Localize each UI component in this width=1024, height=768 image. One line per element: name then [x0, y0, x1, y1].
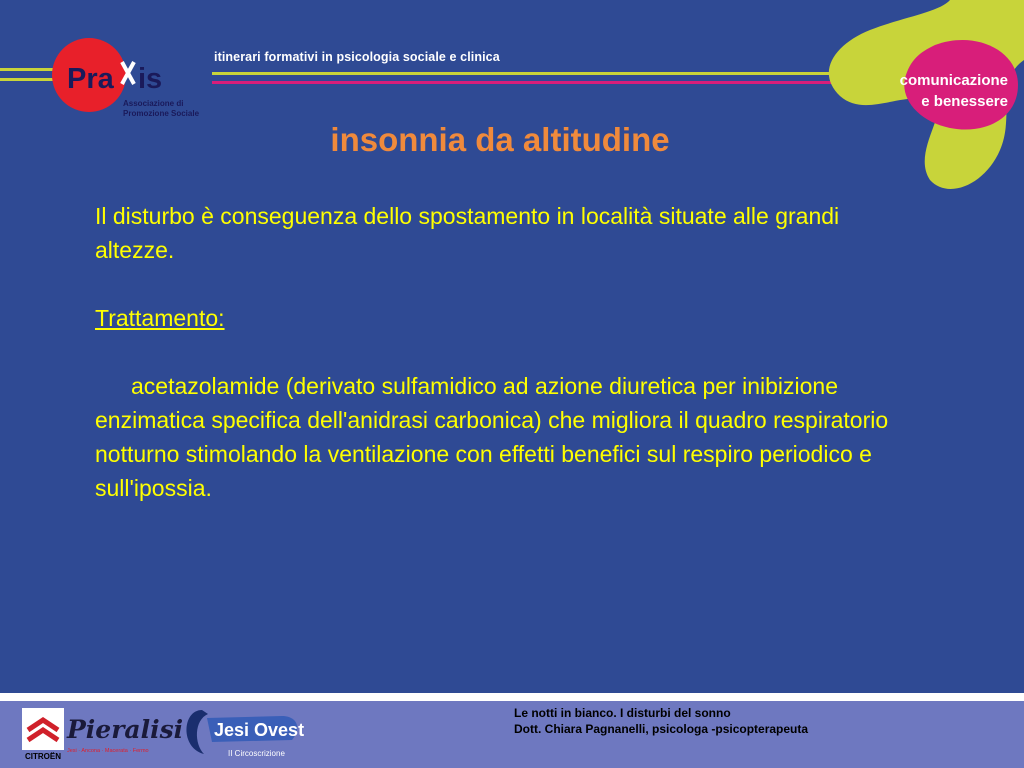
slide-title: insonnia da altitudine	[330, 121, 670, 158]
footer-separator	[0, 693, 1024, 701]
brand-line-2: e benessere	[921, 93, 1008, 110]
sponsor-logos	[22, 708, 322, 763]
citroen-logo	[22, 708, 64, 761]
treatment-text	[95, 369, 895, 505]
pieralisi-label: Pieralisi	[67, 715, 184, 744]
paragraph-intro: Il disturbo è conseguenza dello spostamento in località situate alle grandi altezze.	[95, 203, 840, 263]
svg-text:is: is	[138, 63, 163, 95]
footer-line-1: Le notti in bianco. I disturbi del sonno	[514, 706, 731, 720]
pieralisi-logo	[66, 715, 183, 754]
treatment-text-content: acetazolamide (derivato sulfamidico ad azione diuretica per inibizione enzimatica specifica dell'anidrasi carbonica) che migliora il quadro respiratorio notturno stimolando la ventilazione con effetti benefici sul respiro periodico e sull'ipossia.	[95, 373, 889, 501]
citroen-label: CITROËN	[25, 752, 61, 761]
pieralisi-sub: Jesi · Ancona · Macerata · Fermo	[67, 748, 149, 754]
footer-line-2: Dott. Chiara Pagnanelli, psicologa -psicopterapeuta	[514, 722, 809, 736]
brand-line-1: comunicazione	[899, 72, 1008, 89]
footer-credits	[514, 705, 808, 737]
praxis-logo	[48, 36, 218, 121]
header-line-pink	[212, 81, 832, 84]
svg-text:Pra: Pra	[67, 63, 114, 95]
jesi-ovest-label: Jesi Ovest	[214, 720, 305, 740]
header-tagline: itinerari formativi in psicologia sociale e clinica	[214, 50, 500, 64]
slide-body	[95, 199, 895, 505]
praxis-logo-subtitle-2: Promozione Sociale	[123, 109, 200, 118]
praxis-logo-subtitle-1: Associazione di	[123, 99, 184, 108]
jesi-ovest-logo	[187, 710, 305, 758]
brand-text	[858, 70, 1008, 112]
treatment-heading: Trattamento:	[95, 305, 225, 331]
jesi-ovest-sub: II Circoscrizione	[228, 749, 285, 758]
